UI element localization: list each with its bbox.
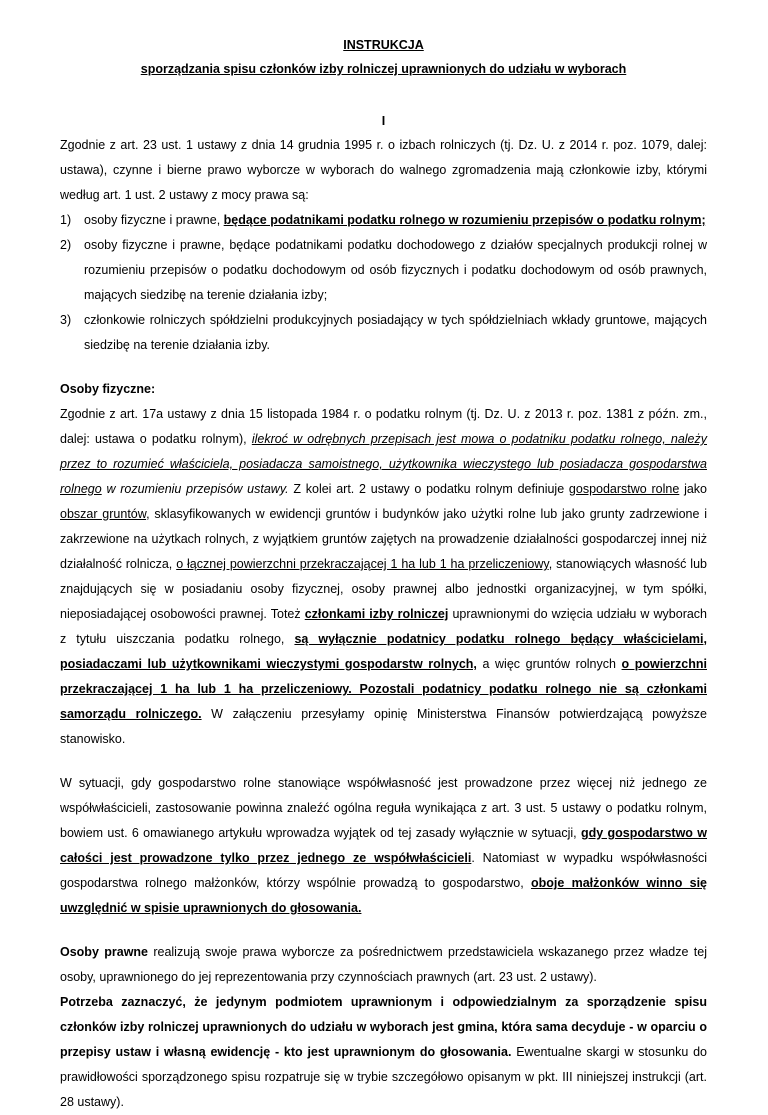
emphasis: będące podatnikami podatku rolnego w rozumieniu przepisów o podatku rolnym; bbox=[223, 213, 706, 227]
document-title: INSTRUKCJA bbox=[343, 38, 424, 52]
list-item: 3) członkowie rolniczych spółdzielni produkcyjnych posiadający w tych spółdzielniach wkłady gruntowe, mających siedzibę na terenie działania izby. bbox=[60, 308, 707, 358]
responsibility-paragraph: Potrzeba zaznaczyć, że jedynym podmiotem uprawnionym i odpowiedzialnym za sporządzenie spisu członków izby rolniczej uprawnionych do udziału w wyborach jest gmina, która sama decyduje - w oparciu o przepisy ustaw i własną ewidencję - kto jest uprawnionym do głosowania. Ewentualne skargi w stosunku do prawidłowości sporządzonego spisu rozpatruje się w trybie szczegółowo opisanym w pkt. III niniejszej instrukcji (art. 28 ustawy). bbox=[60, 995, 708, 1109]
natural-persons-heading: Osoby fizyczne: bbox=[60, 382, 156, 396]
natural-persons-paragraph: Zgodnie z art. 17a ustawy z dnia 15 listopada 1984 r. o podatku rolnym (tj. Dz. U. z 2013 r. poz. 1381 z późn. zm., dalej: ustawa o podatku rolnym), ilekroć w odrębnych przepisach jest mowa o podatniku podatku rolnego, należy przez to rozumieć właściciela, posiadacza samoistnego, użytkownika wieczystego lub posiadacza gospodarstwa rolnego w rozumieniu przepisów ustawy. Z kolei art. 2 ustawy o podatku rolnym definiuje gospodarstwo rolne jako obszar gruntów, sklasyfikowanych w ewidencji gruntów i budynków jako użytki rolne lub jako grunty zadrzewione i zakrzewione na użytkach rolnych, z wyjątkiem gruntów zajętych na prowadzenie działalności gospodarczej innej niż działalność rolnicza, o łącznej powierzchni przekraczającej 1 ha lub 1 ha przeliczeniowy, stanowiących własność lub znajdujących się w posiadaniu osoby fizycznej, osoby prawnej albo jednostki organizacyjnej, w tym spółki, nieposiadającej osobowości prawnej. Toteż członkami izby rolniczej uprawnionymi do wzięcia udziału w wyborach z tytułu uiszczania podatku rolnego, są wyłącznie podatnicy podatku rolnego będący właścicielami, posiadaczami lub użytkownikami wieczystymi gospodarstw rolnych, a więc gruntów rolnych o powierzchni przekraczającej 1 ha lub 1 ha przeliczeniowy. Pozostali podatnicy podatku rolnego nie są członkami samorządu rolniczego. W załączeniu przesyłamy opinię Ministerstwa Finansów potwierdzającą powyższe stanowisko. bbox=[60, 407, 708, 746]
list-number: 3) bbox=[60, 313, 72, 327]
co-ownership-paragraph: W sytuacji, gdy gospodarstwo rolne stanowiące współwłasność jest prowadzone przez więcej niż jednego ze współwłaścicieli, zastosowanie powinna znaleźć ogólna reguła wynikająca z art. 3 ust. 5 ustawy o podatku rolnym, bowiem ust. 6 omawianego artykułu wprowadza wyjątek od tej zasady wyłącznie w sytuacji, gdy gospodarstwo w całości jest prowadzone tylko przez jednego ze współwłaścicieli. Natomiast w wypadku współwłasności gospodarstwa rolnego małżonków, którzy wspólnie prowadzą to gospodarstwo, oboje małżonków winno się uwzględnić w spisie uprawnionych do głosowania. bbox=[60, 776, 708, 915]
list-item: 1) osoby fizyczne i prawne, będące podatnikami podatku rolnego w rozumieniu przepisów o podatku rolnym; bbox=[60, 208, 707, 233]
list-item: 2) osoby fizyczne i prawne, będące podatnikami podatku dochodowego z działów specjalnych produkcji rolnej w rozumieniu przepisów o podatku dochodowym od osób fizycznych i podatku dochodowym od osób prawnych, mających siedzibę na terenie działania izby; bbox=[60, 233, 707, 308]
intro-paragraph: Zgodnie z art. 23 ust. 1 ustawy z dnia 14 grudnia 1995 r. o izbach rolniczych (tj. Dz. U. z 2014 r. poz. 1079, dalej: ustawa), czynne i bierne prawo wyborcze w wyborach do walnego zgromadzenia mają członkowie izby, którymi według art. 1 ust. 2 ustawy z mocy prawa są: bbox=[60, 138, 707, 202]
section-number: I bbox=[381, 114, 386, 128]
legal-persons-paragraph: Osoby prawne realizują swoje prawa wyborcze za pośrednictwem przedstawiciela wskazanego przez władze tej osoby, uprawnionego do jej reprezentowania przy czynnościach prawnych (art. 23 ust. 2 ustawy). bbox=[60, 945, 707, 984]
document-subtitle: sporządzania spisu członków izby rolniczej uprawnionych do udziału w wyborach bbox=[140, 62, 627, 76]
list-number: 1) bbox=[60, 213, 72, 227]
members-list bbox=[60, 208, 707, 358]
list-number: 2) bbox=[60, 238, 72, 252]
